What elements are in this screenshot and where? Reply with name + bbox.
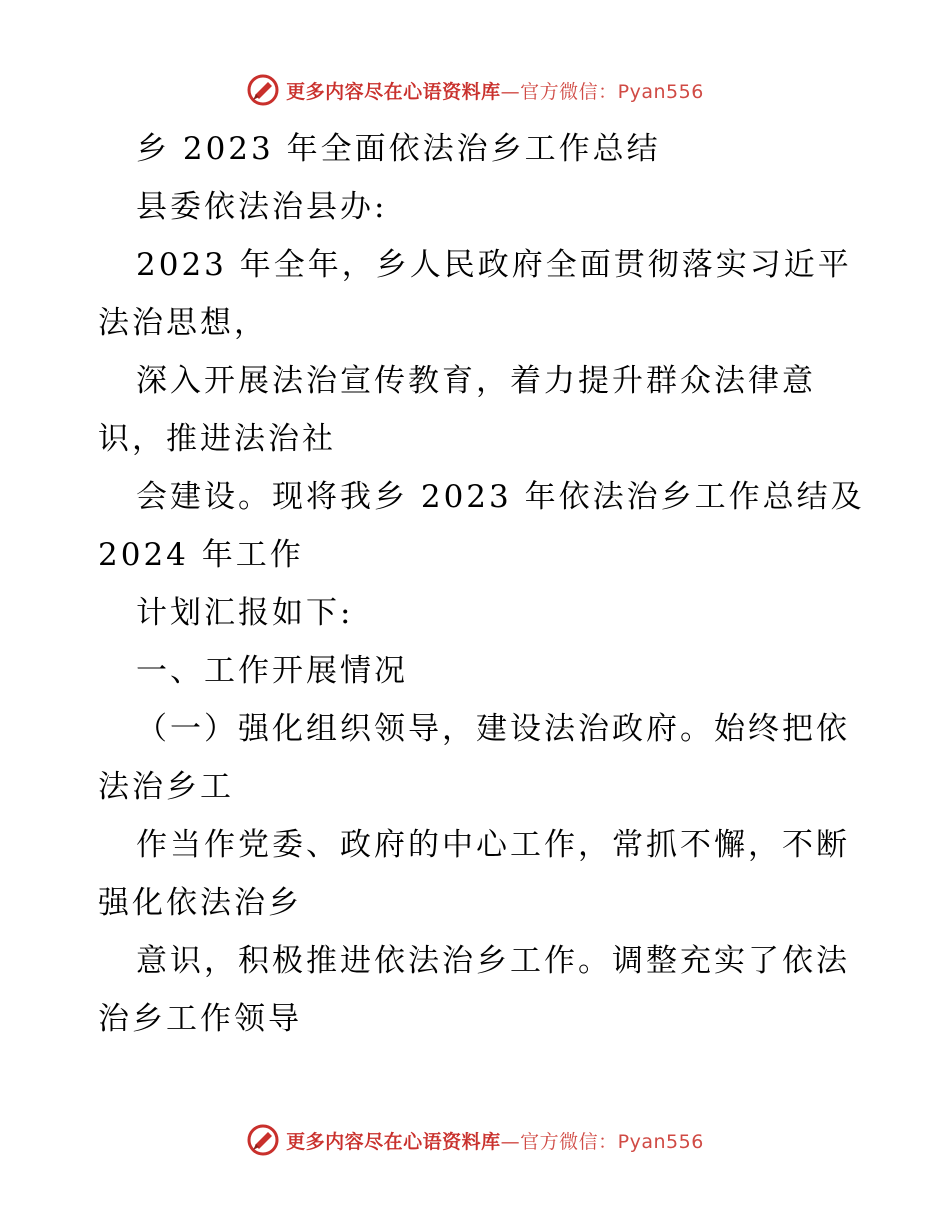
doc-line-2: 县委依法治县办: bbox=[136, 189, 388, 225]
doc-line-4: 法治思想， bbox=[98, 305, 268, 341]
doc-line-5: 深入开展法治宣传教育，着力提升群众法律意 bbox=[136, 363, 816, 399]
doc-line-16: 治乡工作领导 bbox=[98, 1001, 302, 1037]
watermark-footer bbox=[0, 1120, 950, 1160]
watermark-main: 更多内容尽在心语资料库 bbox=[286, 80, 501, 103]
watermark-separator: — bbox=[500, 1130, 521, 1153]
watermark-tail: 官方微信：Pyan556 bbox=[520, 1130, 704, 1153]
watermark-header bbox=[0, 70, 950, 110]
doc-line-1: 乡 2023 年全面依法治乡工作总结 bbox=[136, 131, 661, 167]
document-body bbox=[98, 120, 865, 1048]
watermark-main: 更多内容尽在心语资料库 bbox=[286, 1130, 501, 1153]
doc-line-15: 意识，积极推进依法治乡工作。调整充实了依法 bbox=[136, 943, 850, 979]
doc-line-3: 2023 年全年，乡人民政府全面贯彻落实习近平 bbox=[136, 247, 852, 283]
watermark-text bbox=[286, 1127, 704, 1154]
doc-line-13: 作当作党委、政府的中心工作，常抓不懈，不断 bbox=[136, 827, 850, 863]
watermark-separator: — bbox=[500, 80, 521, 103]
doc-line-8: 2024 年工作 bbox=[98, 537, 304, 573]
logo-icon bbox=[246, 73, 280, 107]
doc-line-9: 计划汇报如下: bbox=[136, 595, 354, 631]
logo-icon bbox=[246, 1123, 280, 1157]
doc-line-11: （一）强化组织领导，建设法治政府。始终把依 bbox=[136, 711, 850, 747]
doc-line-12: 法治乡工 bbox=[98, 769, 234, 805]
doc-line-10: 一、工作开展情况 bbox=[136, 653, 408, 689]
watermark-text bbox=[286, 77, 704, 104]
doc-line-7: 会建设。现将我乡 2023 年依法治乡工作总结及 bbox=[136, 479, 865, 515]
doc-line-6: 识，推进法治社 bbox=[98, 421, 336, 457]
doc-line-14: 强化依法治乡 bbox=[98, 885, 302, 921]
watermark-tail: 官方微信：Pyan556 bbox=[520, 80, 704, 103]
